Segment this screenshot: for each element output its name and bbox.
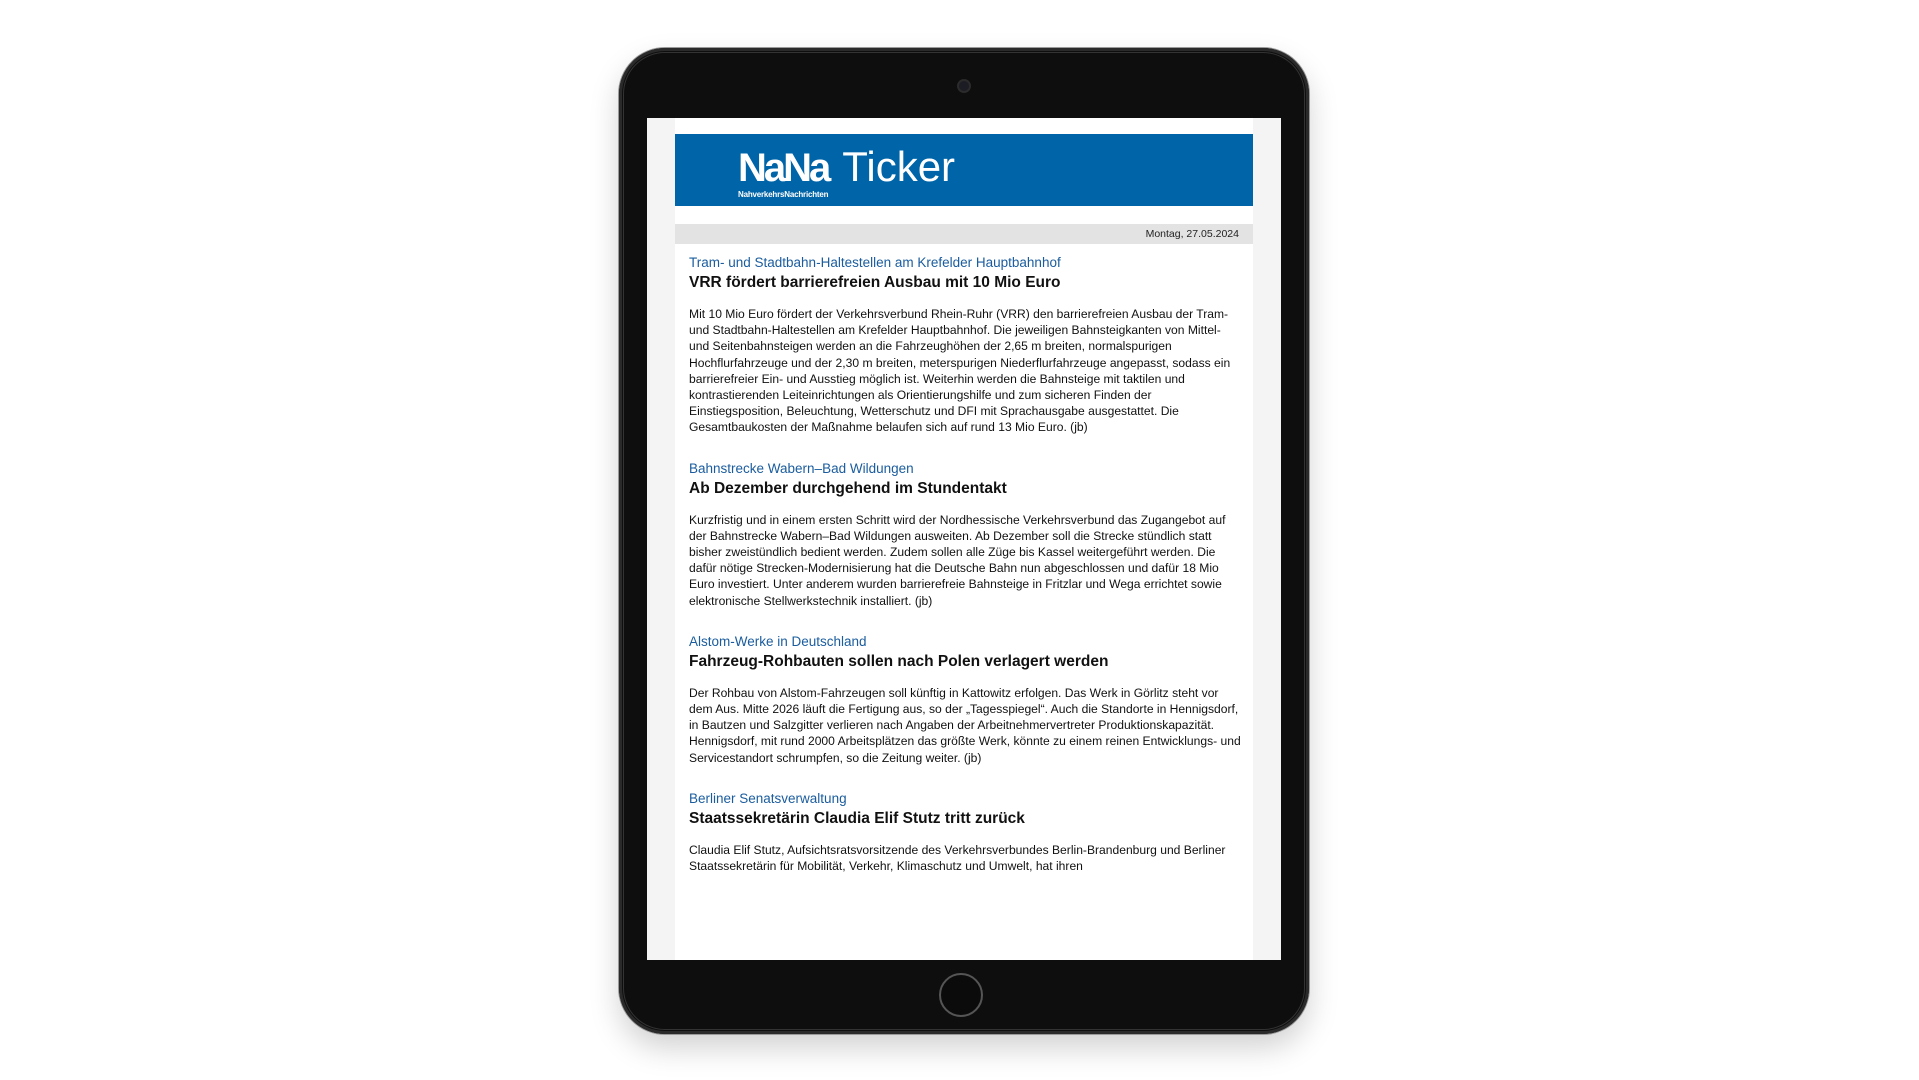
date-bar: [675, 224, 1253, 244]
article-body: Mit 10 Mio Euro fördert der Verkehrsverbund Rhein-Ruhr (VRR) den barrierefreien Ausbau der Tram- und Stadtbahn-Haltestellen am Krefelder Hauptbahnhof. Die jeweiligen Bahnsteigkanten von Mittel- und Seitenbahnsteigen werden an die Fahrzeughöhen der 2,65 m breiten, normalspurigen Hochflurfahrzeuge und der 2,30 m breiten, meterspurigen Niederflurfahrzeuge angepasst, sodass ein barrierefreier Ein- und Ausstieg möglich ist. Weiterhin werden die Bahnsteige mit taktilen und kontrastierenden Leiteinrichtungen als Orientierungshilfe und zum sicheren Finden der Einstiegsposition, Beleuchtung, Wetterschutz und DFI mit Sprachausgabe ausgestattet. Die Gesamtbaukosten der Maßnahme belaufen sich auf rund 13 Mio Euro. (jb): [689, 307, 1231, 435]
article-item: [689, 790, 1241, 874]
article-list: [689, 254, 1241, 898]
logo-title: Ticker: [842, 143, 956, 190]
article-headline[interactable]: VRR fördert barrierefreien Ausbau mit 10 Mio Euro: [689, 274, 1061, 291]
newsletter-banner: [675, 134, 1253, 206]
article-body: Kurzfristig und in einem ersten Schritt wird der Nordhessische Verkehrsverbund das Zugangebot auf der Bahnstrecke Wabern–Bad Wildungen ausweiten. Ab Dezember soll die Strecke stündlich statt bisher zweistündlich bedient werden. Zudem sollen alle Züge bis Kassel weitergeführt werden. Die dafür nötige Strecken-Modernisierung hat die Deutsche Bahn nun abgeschlossen und dafür 18 Mio Euro investiert. Unter anderem wurden barrierefreie Bahnsteige in Fritzlar und Wega errichtet sowie elektronische Stellwerkstechnik installiert. (jb): [689, 512, 1226, 608]
article-headline[interactable]: Fahrzeug-Rohbauten sollen nach Polen verlagert werden: [689, 652, 1109, 670]
article-item: [689, 460, 1241, 609]
logo-subtitle: NahverkehrsNachrichten: [738, 190, 829, 199]
article-headline[interactable]: Ab Dezember durchgehend im Stundentakt: [689, 479, 1007, 497]
article-kicker[interactable]: Bahnstrecke Wabern–Bad Wildungen: [689, 460, 914, 476]
logo-brand: NaNa: [738, 146, 829, 190]
article-item: [689, 633, 1241, 766]
article-item: [689, 254, 1241, 436]
tablet-screen[interactable]: [647, 118, 1281, 960]
article-kicker[interactable]: Berliner Senatsverwaltung: [689, 790, 847, 806]
nana-ticker-logo[interactable]: [738, 143, 956, 199]
home-button[interactable]: [939, 973, 983, 1017]
article-kicker[interactable]: Tram- und Stadtbahn-Haltestellen am Krefelder Hauptbahnhof: [689, 255, 1061, 270]
article-body: Der Rohbau von Alstom-Fahrzeugen soll künftig in Kattowitz erfolgen. Das Werk in Görlitz steht vor dem Aus. Mitte 2026 läuft die Fertigung aus, so der „Tagesspiegel“. Auch die Standorte in Hennigsdorf, in Bautzen und Salzgitter verlieren nach Angaben der Arbeitnehmervertreter Produktionskapazität. Hennigsdorf, mit rund 2000 Arbeitsplätzen das größte Werk, könnte zu einem reinen Entwicklungs- und Servicestandort schrumpfen, so die Zeitung weiter. (jb): [689, 685, 1241, 765]
article-kicker[interactable]: Alstom-Werke in Deutschland: [689, 633, 867, 649]
issue-date: Montag, 27.05.2024: [1145, 228, 1239, 240]
newsletter-page: [675, 118, 1253, 960]
tablet-device: [619, 48, 1309, 1034]
front-camera: [959, 81, 969, 91]
article-headline[interactable]: Staatssekretärin Claudia Elif Stutz tritt zurück: [689, 809, 1025, 827]
article-body: Claudia Elif Stutz, Aufsichtsratsvorsitzende des Verkehrsverbundes Berlin-Brandenburg und Berliner Staatssekretärin für Mobilität, Verkehr, Klimaschutz und Umwelt, hat ihren: [689, 842, 1226, 874]
